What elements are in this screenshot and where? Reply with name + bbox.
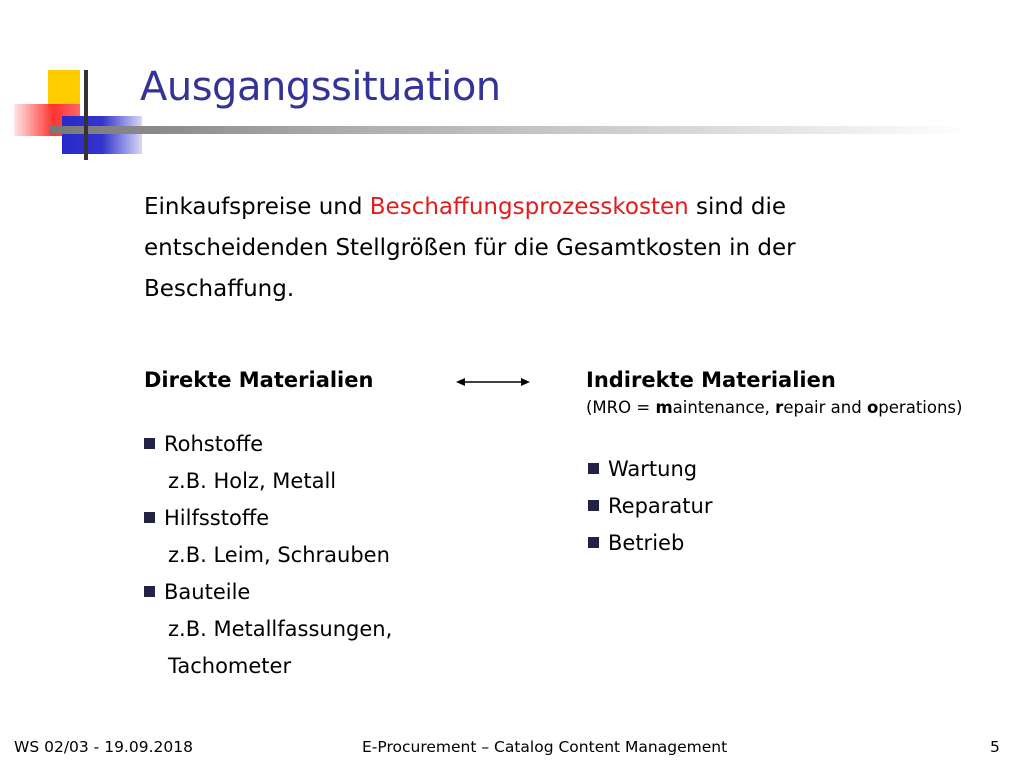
square-bullet-icon	[144, 586, 155, 597]
item-label: Bauteile	[164, 580, 251, 604]
square-bullet-icon	[144, 438, 155, 449]
footer-title: E-Procurement – Catalog Content Management	[362, 738, 728, 756]
intro-text-2: sind die entscheidenden Stellgrößen für die Gesamtkosten in der Beschaffung.	[144, 194, 796, 302]
indirect-materials-list	[588, 451, 712, 562]
square-bullet-icon	[588, 463, 599, 474]
item-label: Wartung	[608, 457, 698, 481]
decoration-horizontal-line	[50, 126, 970, 134]
mro-o: o	[866, 398, 879, 417]
list-item-example: z.B. Holz, Metall	[168, 469, 337, 493]
list-item	[588, 451, 712, 488]
list-item-example: z.B. Leim, Schrauben	[168, 543, 390, 567]
square-bullet-icon	[588, 500, 599, 511]
mro-m: m	[655, 398, 673, 417]
direct-materials-heading: Direkte Materialien	[144, 368, 374, 392]
double-arrow-icon	[456, 375, 530, 389]
mro-r: r	[775, 398, 784, 417]
mro-o-rest: perations)	[878, 398, 963, 417]
decoration-blue-bar	[62, 116, 142, 154]
square-bullet-icon	[588, 537, 599, 548]
intro-highlight: Beschaffungsprozesskosten	[369, 194, 689, 220]
indirect-materials-heading: Indirekte Materialien	[586, 368, 836, 392]
list-item-example: Tachometer	[168, 654, 292, 678]
list-item	[144, 574, 392, 611]
list-item	[588, 488, 712, 525]
direct-materials-list	[144, 426, 392, 685]
list-item-example: z.B. Metallfassungen,	[168, 617, 393, 641]
mro-definition	[586, 398, 962, 417]
item-label: Reparatur	[608, 494, 713, 518]
item-label: Betrieb	[608, 531, 685, 555]
mro-m-rest: aintenance,	[672, 398, 776, 417]
intro-paragraph	[144, 187, 904, 310]
slide-title: Ausgangssituation	[140, 64, 501, 110]
decoration-vertical-line	[84, 70, 88, 160]
list-item	[144, 500, 392, 537]
mro-r-rest: epair and	[783, 398, 867, 417]
footer-date: WS 02/03 - 19.09.2018	[14, 738, 193, 756]
list-item	[588, 525, 712, 562]
square-bullet-icon	[144, 512, 155, 523]
intro-text-1: Einkaufspreise und	[144, 194, 370, 220]
mro-prefix: (MRO =	[586, 398, 656, 417]
list-item	[144, 426, 392, 463]
item-label: Rohstoffe	[164, 432, 264, 456]
page-number: 5	[990, 738, 1000, 756]
item-label: Hilfsstoffe	[164, 506, 270, 530]
